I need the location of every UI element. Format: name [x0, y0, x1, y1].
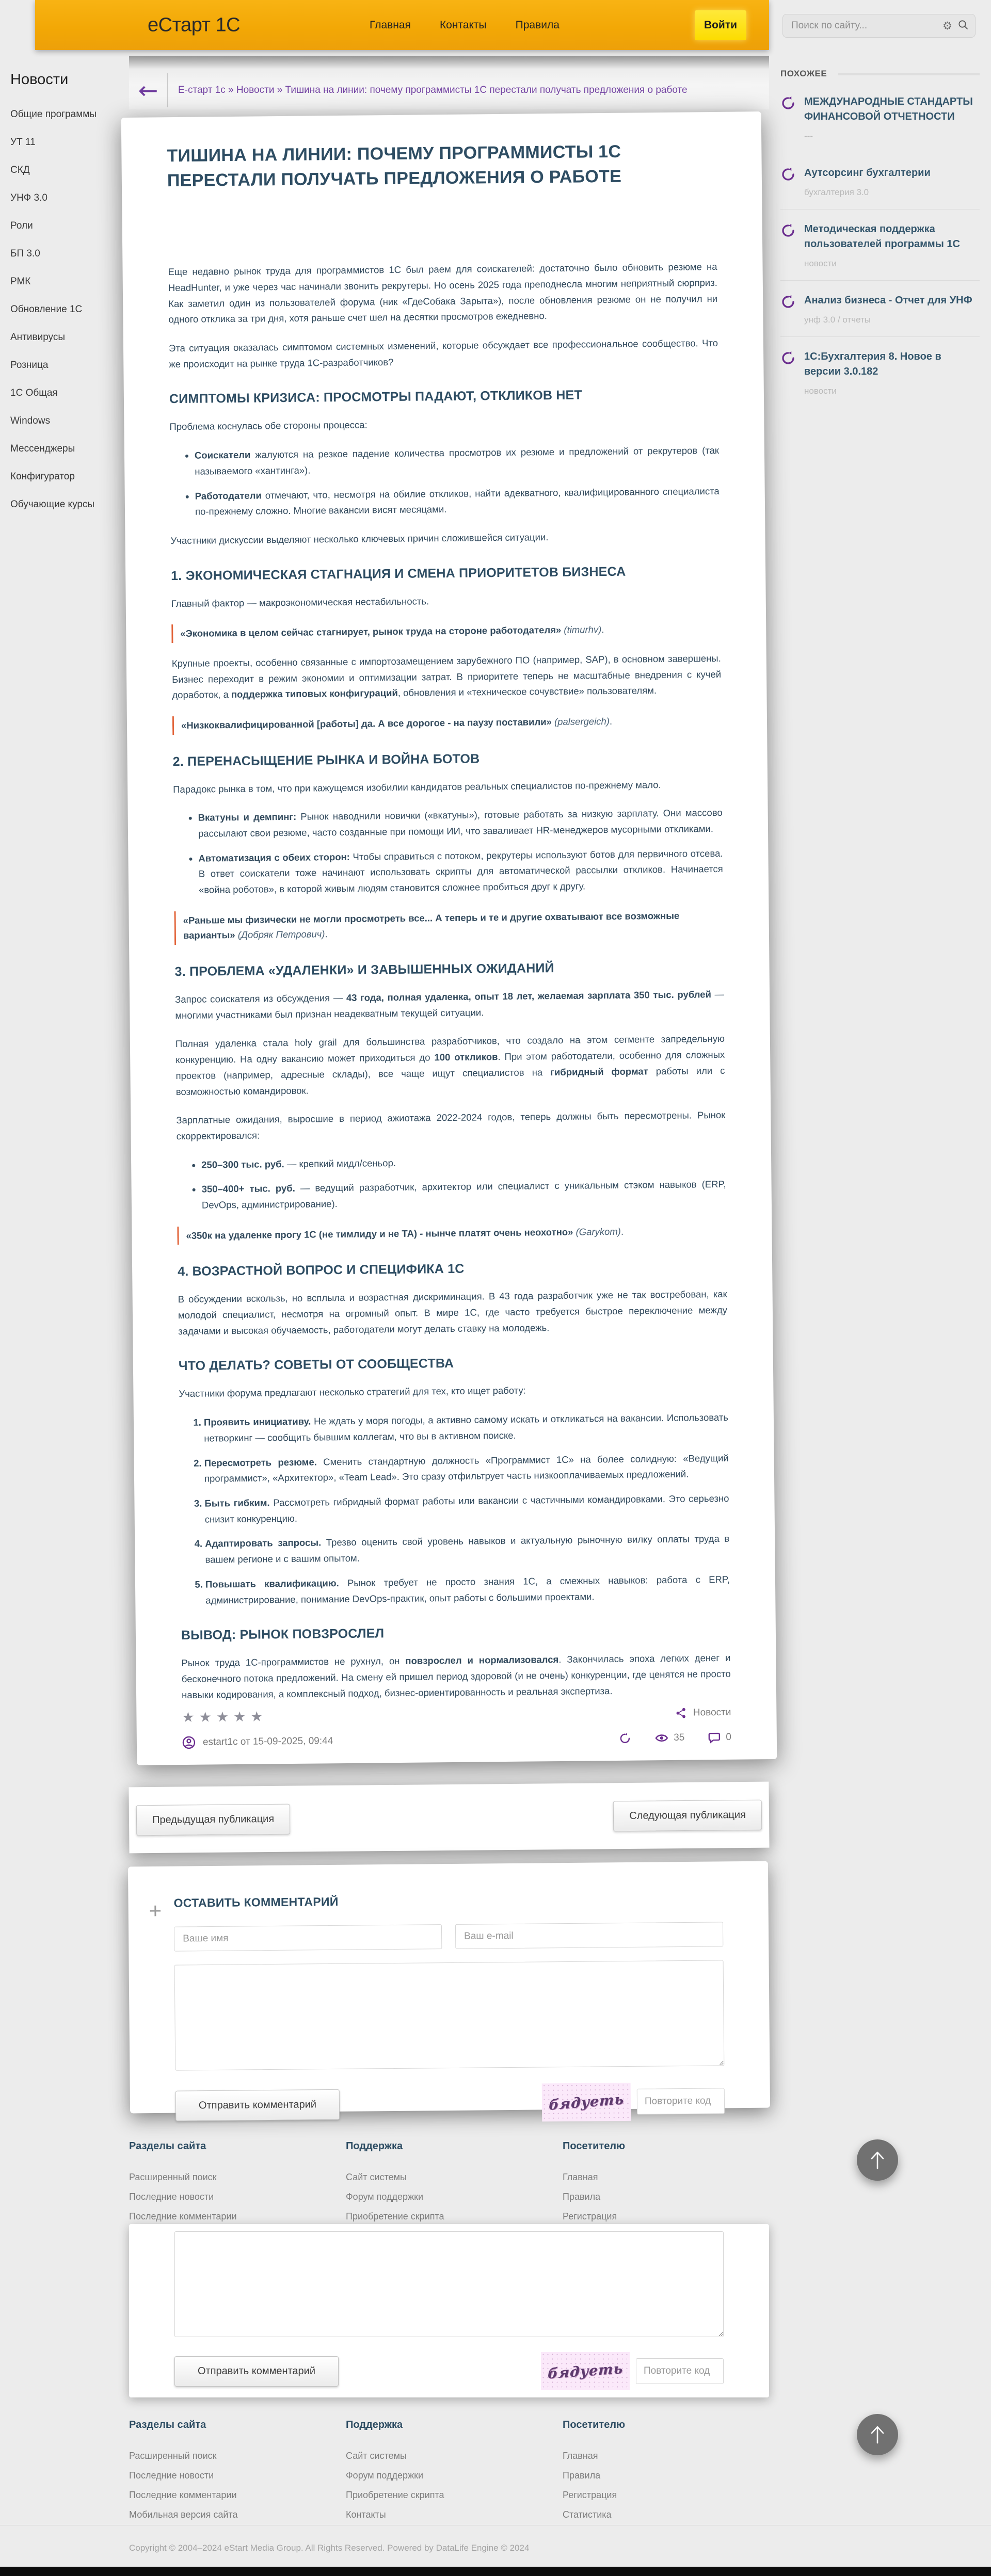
- views-icon: [655, 1732, 668, 1744]
- sidebar-item[interactable]: Розница: [10, 360, 49, 371]
- blockquote: «Низкоквалифицированной [работы] да. А все дорогое - на паузу поставили» (palsergeich).: [172, 711, 722, 735]
- footer-link[interactable]: Форум поддержки: [346, 2470, 424, 2481]
- section-heading: 2. ПЕРЕНАСЫЩЕНИЕ РЫНКА И ВОЙНА БОТОВ: [172, 751, 480, 769]
- related-item-title[interactable]: Методическая поддержка пользователей программы 1С: [804, 223, 960, 250]
- footer-link[interactable]: Контакты: [346, 2509, 386, 2520]
- submit-comment-button-secondary[interactable]: Отправить комментарий: [174, 2356, 339, 2387]
- article-body: [168, 259, 731, 1709]
- article-paragraph: Участники дискуссии выделяют несколько ключевых причин сложившейся ситуации.: [170, 532, 549, 546]
- related-item-subtitle: новости: [804, 259, 837, 268]
- login-button[interactable]: Войти: [695, 10, 746, 40]
- avatar-icon: [182, 1736, 196, 1749]
- author-line[interactable]: estart1c от 15-09-2025, 09:44: [202, 1735, 333, 1748]
- related-item-title[interactable]: МЕЖДУНАРОДНЫЕ СТАНДАРТЫ ФИНАНСОВОЙ ОТЧЕТНОСТИ: [804, 96, 973, 122]
- footer-link[interactable]: Расширенный поиск: [129, 2451, 217, 2461]
- footer-link[interactable]: Регистрация: [563, 2211, 617, 2221]
- up-arrow-icon: [869, 2150, 886, 2170]
- footer-link[interactable]: Форум поддержки: [346, 2192, 424, 2202]
- article-paragraph: Зарплатные ожидания, выросшие в период ажиотажа 2022-2024 годов, теперь должны быть пересмотрены. Рынок скорректировался:: [176, 1109, 726, 1142]
- footer-column: [129, 2140, 346, 2231]
- related-item-icon: [780, 293, 796, 325]
- list-item: 4. Адаптировать запросы. Трезво оценить свой уровень навыков и актуальную рыночную вилку оплаты труда в вашем регионе и с вашим опытом.: [205, 1531, 730, 1568]
- footer-column: [563, 2419, 769, 2529]
- footer-link[interactable]: Последние комментарии: [129, 2490, 237, 2500]
- comment-textarea[interactable]: [174, 1960, 725, 2070]
- comments-count: 0: [726, 1731, 731, 1743]
- footer-link[interactable]: Главная: [563, 2451, 598, 2461]
- article-meta: [182, 1704, 731, 1749]
- section-heading: 4. ВОЗРАСТНОЙ ВОПРОС И СПЕЦИФИКА 1С: [178, 1262, 465, 1279]
- list-item: • Работодатели отмечают, что, несмотря на обилие откликов, найти адекватного, квалифицированного специалиста по-прежнему сложно. Многие вакансии висят месяцами.: [195, 483, 720, 520]
- comment-email-field[interactable]: [455, 1922, 723, 1949]
- captcha-text: бядуеть: [548, 2091, 625, 2114]
- sidebar-item[interactable]: Windows: [10, 415, 51, 426]
- related-item-icon: [780, 349, 796, 396]
- related-item-icon: [780, 166, 796, 198]
- repost-stat[interactable]: [619, 1732, 631, 1745]
- footer-link[interactable]: Статистика: [563, 2509, 612, 2520]
- views-stat[interactable]: [655, 1732, 684, 1744]
- scroll-top-button-secondary[interactable]: [857, 2414, 898, 2455]
- article-paragraph: Участники форума предлагают несколько стратегий для тех, кто ищет работу:: [179, 1385, 526, 1399]
- related-item[interactable]: [780, 281, 980, 337]
- related-item-subtitle: ---: [804, 131, 813, 141]
- views-count: 35: [674, 1732, 685, 1743]
- footer-link[interactable]: Последние новости: [129, 2192, 214, 2202]
- pager-strip: [129, 1782, 769, 1854]
- footer-column: [346, 2419, 563, 2529]
- bottom-black-bar: [0, 2567, 991, 2576]
- list-item: 5. Повышать квалификацию. Рынок требует не просто знания 1С, а смежных навыков: работа с ERP, администрирование, понимание DevOps-практик, опыт работы с большими проектами.: [205, 1572, 730, 1608]
- section-heading: 1. ЭКОНОМИЧЕСКАЯ СТАГНАЦИЯ И СМЕНА ПРИОРИТЕТОВ БИЗНЕСА: [171, 564, 626, 583]
- footer-column-heading: Разделы сайта: [129, 2140, 206, 2152]
- related-title: ПОХОЖЕЕ: [780, 69, 827, 78]
- sidebar-title: Новости: [10, 71, 69, 88]
- footer-link[interactable]: Правила: [563, 2470, 601, 2481]
- article-card: [121, 111, 777, 1765]
- footer-column: [563, 2140, 769, 2231]
- share-icon[interactable]: [676, 1706, 687, 1719]
- list-item: 3. Быть гибким. Рассмотреть гибридный формат работы или вакансии с частичными командировками. Это серьезно снизит конкуренцию.: [204, 1491, 729, 1527]
- article-list: [179, 1410, 730, 1608]
- footer-link[interactable]: Приобретение скрипта: [346, 2211, 444, 2221]
- repost-icon: [619, 1732, 631, 1745]
- footer-primary: [129, 2140, 769, 2231]
- list-item: 1. Проявить инициативу. Не ждать у моря погоды, а активно самому искать и откликаться на вакансии. Использовать нетворкинг — сообщить бывшим коллегам, что вы в активном поиске.: [204, 1410, 729, 1446]
- footer-link[interactable]: Последние новости: [129, 2470, 214, 2481]
- article-paragraph: Парадокс рынка в том, что при кажущемся изобилии кандидатов реальных специалистов по-прежнему мало.: [173, 779, 661, 795]
- section-heading: СИМПТОМЫ КРИЗИСА: ПРОСМОТРЫ ПАДАЮТ, ОТКЛИКОВ НЕТ: [169, 388, 583, 407]
- article-list: [177, 1152, 726, 1214]
- sidebar-item[interactable]: БП 3.0: [10, 248, 40, 259]
- list-item: 2. Пересмотреть резюме. Сменить стандартную должность «Программист 1С» на более солидную: «Ведущий программист», «Архитектор», «Team Lead». Это сразу отфильтрует часть низкооплачиваемых предложений.: [204, 1450, 729, 1487]
- section-heading: ЧТО ДЕЛАТЬ? СОВЕТЫ ОТ СООБЩЕСТВА: [178, 1356, 454, 1374]
- captcha-image: [542, 2083, 631, 2121]
- article-paragraph: Рынок труда 1С-программистов не рухнул, он повзрослел и нормализовался. Закончилась эпоха легких денег и бесконечного потока предложений. На смену ей пришел период здоровой (и не очень) конкуренции, где ценятся не просто навыки кодирования, а комплексный подход, бизнес-ориентированность и реальная экспертиза.: [181, 1652, 731, 1700]
- captcha-input-secondary[interactable]: [636, 2358, 724, 2384]
- site-logo[interactable]: еСтарт 1С: [148, 14, 241, 36]
- section-heading: ВЫВОД: РЫНОК ПОВЗРОСЛЕЛ: [181, 1626, 385, 1643]
- footer-link[interactable]: Расширенный поиск: [129, 2172, 217, 2182]
- article-paragraph: Крупные проекты, особенно связанные с импортозамещением зарубежного ПО (например, SAP), в основном завершены. Бизнес переходит в режим экономии и оптимизации затрат. В приоритете теперь не масштабные внедрения с кучей доработок, а поддержка типовых конфигураций, обновления и «техническое сочувствие» пользователям.: [171, 652, 722, 701]
- up-arrow-icon: [869, 2424, 886, 2445]
- blockquote: «Экономика в целом сейчас стагнирует, рынок труда на стороне работодателя» (timurhv).: [171, 619, 721, 643]
- sidebar-item[interactable]: Мессенджеры: [10, 443, 75, 454]
- comment-form-card-secondary: [129, 2224, 769, 2397]
- footer-column: [129, 2419, 346, 2529]
- article-list: [173, 805, 724, 898]
- category-badge[interactable]: Новости: [693, 1706, 731, 1718]
- plus-icon: +: [149, 1898, 162, 1923]
- list-item: • 350–400+ тыс. руб. — ведущий разработчик, архитектор или специалист с уникальным стэком навыков (ERP, DevOps, администрирование).: [202, 1177, 727, 1213]
- article-paragraph: Главный фактор — макроэкономическая нестабильность.: [171, 595, 429, 609]
- article-title: ТИШИНА НА ЛИНИИ: ПОЧЕМУ ПРОГРАММИСТЫ 1С ПЕРЕСТАЛИ ПОЛУЧАТЬ ПРЕДЛОЖЕНИЯ О РАБОТЕ: [167, 141, 622, 190]
- footer-secondary: [129, 2419, 769, 2529]
- footer-link[interactable]: Последние комментарии: [129, 2211, 237, 2221]
- captcha-input[interactable]: [637, 2088, 725, 2114]
- copyright-text: Copyright © 2004–2024 eStart Media Group. All Rights Reserved. Powered by DataLife Engine © 2024: [129, 2543, 530, 2553]
- header-bar: [35, 0, 769, 50]
- related-item-subtitle: новости: [804, 386, 837, 396]
- nav-contacts[interactable]: Контакты: [439, 19, 487, 31]
- footer-column-heading: Поддержка: [346, 2140, 403, 2152]
- related-item[interactable]: [780, 153, 980, 210]
- article-list: [170, 443, 720, 520]
- comment-form-heading: ОСТАВИТЬ КОММЕНТАРИЙ: [173, 1894, 339, 1910]
- captcha-text-secondary: бядуеть: [547, 2360, 624, 2382]
- sidebar-item[interactable]: 1С Общая: [10, 388, 58, 398]
- sidebar-item[interactable]: Роли: [10, 220, 33, 231]
- article-paragraph: Проблема коснулась обе стороны процесса:: [169, 419, 367, 432]
- scroll-top-button[interactable]: [857, 2139, 898, 2181]
- sidebar-item[interactable]: УНФ 3.0: [10, 192, 47, 203]
- nav-rules[interactable]: Правила: [515, 19, 560, 31]
- article-paragraph: Запрос соискателя из обсуждения — 43 года, полная удаленка, опыт 18 лет, желаемая зарплата 350 тыс. рублей — многими участниками был признан неадекватным текущей ситуации.: [175, 988, 725, 1021]
- comment-form-card: [128, 1861, 770, 2114]
- article-paragraph: Еще недавно рынок труда для программистов 1С был раем для соискателей: достаточно было обновить резюме на HeadHunter, и уже через час начинали звонить рекрутеры. Но осень 2025 года преподнесла многим неприятный сюрприз. Как заметил один из пользователей форума (ник «ГдеСобака Зарыта»), после обновления резюме он не получил ни одного отклика за три дня, хотя раньше счет шел на десятки просмотров ежедневно.: [168, 261, 718, 325]
- footer-column-heading: Поддержка: [346, 2419, 403, 2430]
- search-input[interactable]: [791, 20, 937, 31]
- footer-link[interactable]: Сайт системы: [346, 2451, 407, 2461]
- sidebar-item[interactable]: Конфигуратор: [10, 471, 75, 482]
- main-nav: [370, 0, 560, 50]
- footer-link[interactable]: Приобретение скрипта: [346, 2490, 444, 2500]
- captcha-image-secondary: [541, 2352, 630, 2390]
- footer-link[interactable]: Сайт системы: [346, 2172, 407, 2182]
- blockquote: «350к на удаленке прогу 1С (не тимлиду и не ТА) - нынче платят очень неохотно» (Garykom).: [177, 1221, 726, 1245]
- footer-link[interactable]: Главная: [563, 2172, 598, 2182]
- list-item: • 250–300 тыс. руб. — крепкий мидл/сеньор.: [201, 1152, 726, 1173]
- footer-link[interactable]: Мобильная версия сайта: [129, 2509, 238, 2520]
- related-item[interactable]: [780, 82, 980, 153]
- comment-textarea-secondary[interactable]: [174, 2231, 724, 2337]
- footer-column-heading: Разделы сайта: [129, 2419, 206, 2430]
- next-publication-button[interactable]: Следующая публикация: [613, 1799, 762, 1831]
- related-item-icon: [780, 94, 796, 141]
- sidebar-item[interactable]: УТ 11: [10, 137, 36, 148]
- related-item-subtitle: бухгалтерия 3.0: [804, 187, 869, 197]
- sidebar-item[interactable]: Антивирусы: [10, 332, 65, 343]
- article-paragraph: Полная удаленка стала holy grail для большинства разработчиков, что создало на этом сегменте запредельную конкуренцию. На одну вакансию может приходиться до 100 откликов. При этом работодатели, особенно для сложных проектов (например, адресные склады), все чаще ищут специалистов на гибридный формат работы или с возможностью командировок.: [175, 1033, 725, 1097]
- footer-column-heading: Посетителю: [563, 2140, 626, 2152]
- left-sidebar: [10, 71, 123, 527]
- settings-icon[interactable]: ⚙: [942, 19, 952, 32]
- sidebar-item[interactable]: Общие программы: [10, 109, 97, 120]
- sidebar-item[interactable]: СКД: [10, 165, 30, 175]
- search-box: [782, 14, 976, 38]
- related-item-title[interactable]: Аутсорсинг бухгалтерии: [804, 167, 931, 179]
- submit-comment-button[interactable]: Отправить комментарий: [175, 2089, 340, 2121]
- breadcrumb[interactable]: Е-старт 1с » Новости » Тишина на линии: почему программисты 1С перестали получать предложения о работе: [178, 85, 688, 95]
- search-icon[interactable]: [957, 19, 969, 33]
- related-item[interactable]: [780, 337, 980, 408]
- footer-column-heading: Посетителю: [563, 2419, 626, 2430]
- footer-link[interactable]: Правила: [563, 2192, 601, 2202]
- comments-icon: [708, 1731, 721, 1744]
- related-rule: [838, 73, 980, 75]
- sidebar-item[interactable]: РМК: [10, 276, 31, 287]
- prev-publication-button[interactable]: Предыдущая публикация: [136, 1804, 291, 1836]
- related-item[interactable]: [780, 210, 980, 281]
- back-arrow-icon[interactable]: ←: [138, 76, 158, 104]
- comments-stat[interactable]: [708, 1731, 731, 1744]
- footer-link[interactable]: Регистрация: [563, 2490, 617, 2500]
- article-paragraph: Эта ситуация оказалась симптомом системных изменений, которые обсуждает все профессиональное сообщество. Что же происходит на рынке труда 1С-разработчиков?: [168, 337, 718, 369]
- related-item-icon: [780, 222, 796, 269]
- related-panel: [780, 69, 980, 408]
- blockquote: «Раньше мы физически не могли просмотреть все... А теперь и те и другие охватывают все возможные варианты» (Добряк Петрович).: [174, 906, 724, 945]
- list-item: • Соискатели жалуются на резкое падение количества просмотров их резюме и предложений от рекрутеров (так называемого «хантинга»).: [195, 443, 720, 479]
- article-paragraph: В обсуждении вскользь, но всплыла и возрастная дискриминация. В 43 года разработчик уже не так востребован, как молодой специалист, несмотря на огромный опыт. В мире 1С, где часто требуется быстрое переключение между задачами и высокая обучаемость, работодатели могут делать ставку на молодежь.: [178, 1289, 728, 1337]
- list-item: • Автоматизация с обеих сторон: Чтобы справиться с потоком, рекрутеры используют ботов для первичного отсева. В ответ соискатели тоже начинают использовать скрипты для автоматической рассылки откликов. Начинается «война роботов», в которой живым людям становится сложнее пробиться друг к другу.: [198, 846, 723, 898]
- list-item: • Вкатуны и демпинг: Рынок наводнили новички («вкатуны»), готовые работать за низкую зарплату. Они массово рассылают свои резюме, часто созданные при помощи ИИ, что заваливает HR-менеджеров мусорными откликами.: [198, 805, 723, 842]
- footer-column: [346, 2140, 563, 2231]
- rating-stars[interactable]: ★★★★★: [182, 1709, 268, 1726]
- nav-home[interactable]: Главная: [370, 19, 411, 31]
- sidebar-item[interactable]: Обновление 1С: [10, 304, 83, 315]
- sidebar-item[interactable]: Обучающие курсы: [10, 499, 95, 510]
- comment-name-field[interactable]: [174, 1924, 442, 1952]
- related-item-subtitle: унф 3.0 / отчеты: [804, 315, 871, 325]
- related-item-title[interactable]: Анализ бизнеса - Отчет для УНФ: [804, 295, 972, 306]
- breadcrumb-divider: [167, 73, 168, 107]
- breadcrumb-strip: [129, 56, 769, 109]
- section-heading: 3. ПРОБЛЕМА «УДАЛЕНКИ» И ЗАВЫШЕННЫХ ОЖИДАНИЙ: [174, 961, 554, 979]
- related-item-title[interactable]: 1С:Бухгалтерия 8. Новое в версии 3.0.182: [804, 351, 941, 377]
